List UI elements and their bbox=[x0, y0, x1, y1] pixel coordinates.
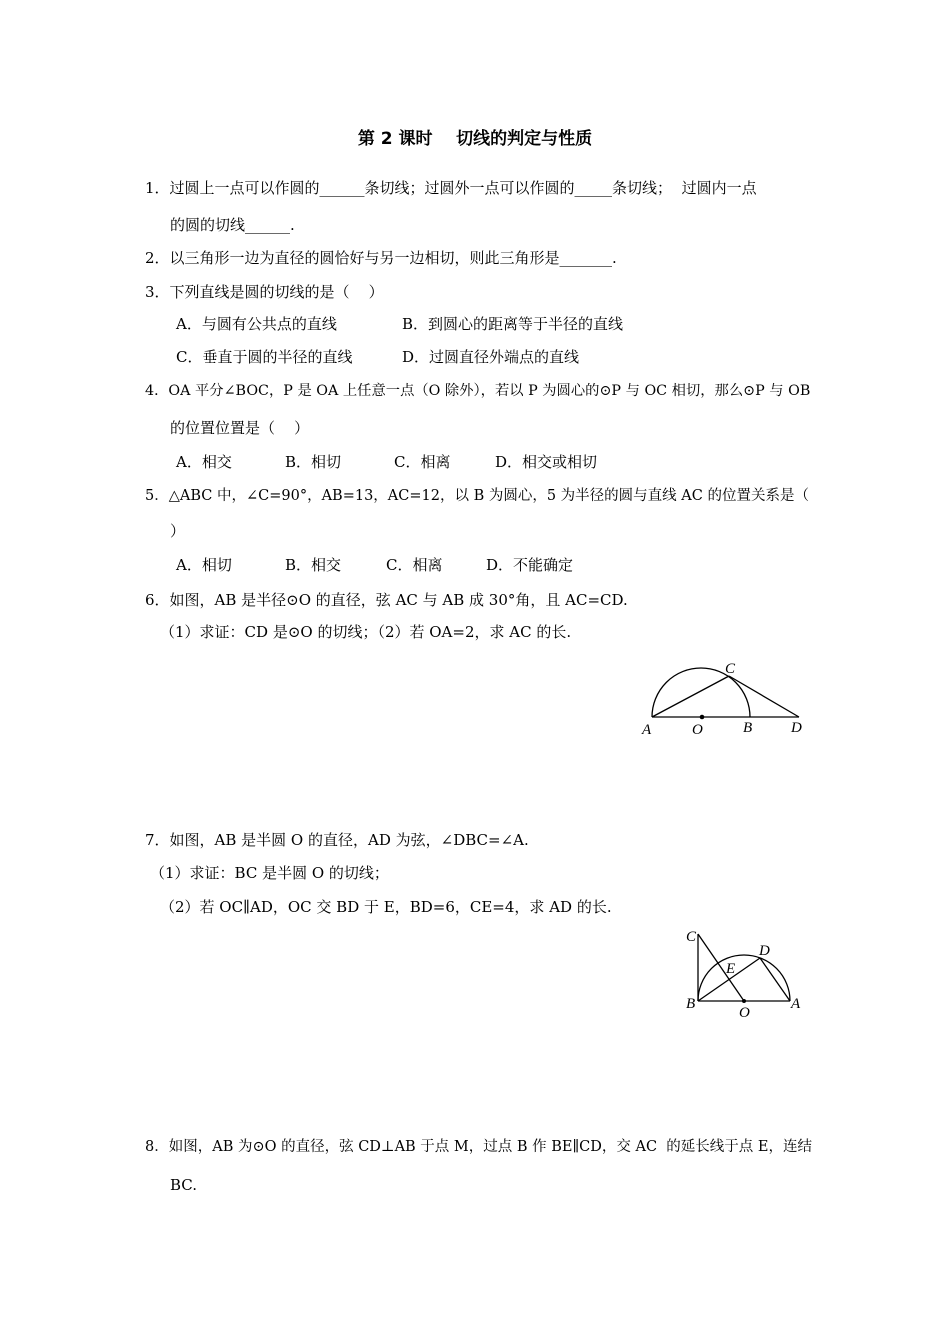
question-3-option-d: D．过圆直径外端点的直线 bbox=[402, 348, 580, 366]
question-6-line-1: 6．如图，AB 是半径⊙O 的直径，弦 AC 与 AB 成 30°角，且 AC=CD. bbox=[145, 591, 628, 609]
center-point-o bbox=[742, 999, 746, 1003]
question-6-figure bbox=[636, 655, 816, 740]
question-3-stem: 3．下列直线是圆的切线的是（ ） bbox=[145, 283, 384, 301]
label-o: O bbox=[692, 722, 703, 738]
semicircle-arc bbox=[698, 955, 790, 1001]
label-d: D bbox=[759, 943, 770, 959]
tangent-cd bbox=[729, 676, 799, 717]
question-6-line-2: （1）求证：CD 是⊙O 的切线；（2）若 OA=2，求 AC 的长. bbox=[160, 623, 572, 641]
question-5-line-2: ） bbox=[170, 522, 186, 540]
label-c: C bbox=[725, 661, 736, 677]
question-7-line-2: （1）求证：BC 是半圆 O 的切线； bbox=[150, 864, 389, 882]
question-4-option-d: D．相交或相切 bbox=[495, 453, 598, 471]
question-7-line-1: 7．如图，AB 是半圆 O 的直径，AD 为弦，∠DBC=∠A. bbox=[145, 831, 529, 849]
question-4-option-b: B．相切 bbox=[285, 453, 342, 471]
question-5-line-1: 5．△ABC 中，∠C=90°，AB=13，AC=12，以 B 为圆心，5 为半径的圆与直线 AC 的位置关系是（ bbox=[145, 488, 809, 504]
question-3-option-b: B．到圆心的距离等于半径的直线 bbox=[402, 315, 624, 333]
question-5-option-d: D．不能确定 bbox=[486, 556, 574, 574]
chord-ac bbox=[652, 676, 729, 717]
center-point-o bbox=[700, 715, 705, 720]
label-c: C bbox=[686, 929, 697, 945]
page-title: 第 2 课时 切线的判定与性质 bbox=[357, 129, 593, 149]
segment-co bbox=[698, 934, 744, 1001]
question-8-line-1: 8．如图，AB 为⊙O 的直径，弦 CD⊥AB 于点 M，过点 B 作 BE∥CD，交 AC 的延长线于点 E，连结 bbox=[145, 1139, 812, 1155]
question-7-figure bbox=[680, 925, 810, 1020]
question-5-option-c: C．相离 bbox=[386, 556, 443, 574]
label-d: D bbox=[791, 720, 802, 736]
question-4-option-c: C．相离 bbox=[394, 453, 451, 471]
label-o: O bbox=[739, 1005, 750, 1020]
question-2-line-1: 2．以三角形一边为直径的圆恰好与另一边相切，则此三角形是_______. bbox=[145, 249, 617, 267]
question-5-option-a: A．相切 bbox=[176, 556, 232, 574]
label-e: E bbox=[726, 961, 736, 977]
question-4-line-2: 的位置位置是（ ） bbox=[170, 419, 310, 437]
question-4-line-1: 4．OA 平分∠BOC，P 是 OA 上任意一点（O 除外），若以 P 为圆心的⊙P 与 OC 相切，那么⊙P 与 OB bbox=[145, 383, 811, 399]
label-a: A bbox=[791, 996, 801, 1012]
label-a: A bbox=[642, 722, 652, 738]
question-1-line-2: 的圆的切线______. bbox=[170, 216, 295, 234]
label-b: B bbox=[686, 996, 696, 1012]
question-3-option-a: A．与圆有公共点的直线 bbox=[176, 315, 337, 333]
question-7-line-3: （2）若 OC∥AD，OC 交 BD 于 E，BD=6，CE=4，求 AD 的长. bbox=[160, 898, 612, 916]
question-5-option-b: B．相交 bbox=[285, 556, 342, 574]
question-3-option-c: C．垂直于圆的半径的直线 bbox=[176, 348, 353, 366]
question-1-line-1: 1．过圆上一点可以作圆的______条切线；过圆外一点可以作圆的_____条切线； 过圆内一点 bbox=[145, 179, 757, 197]
label-b: B bbox=[743, 720, 753, 736]
question-4-option-a: A．相交 bbox=[176, 453, 232, 471]
question-8-line-2: BC. bbox=[170, 1176, 198, 1194]
